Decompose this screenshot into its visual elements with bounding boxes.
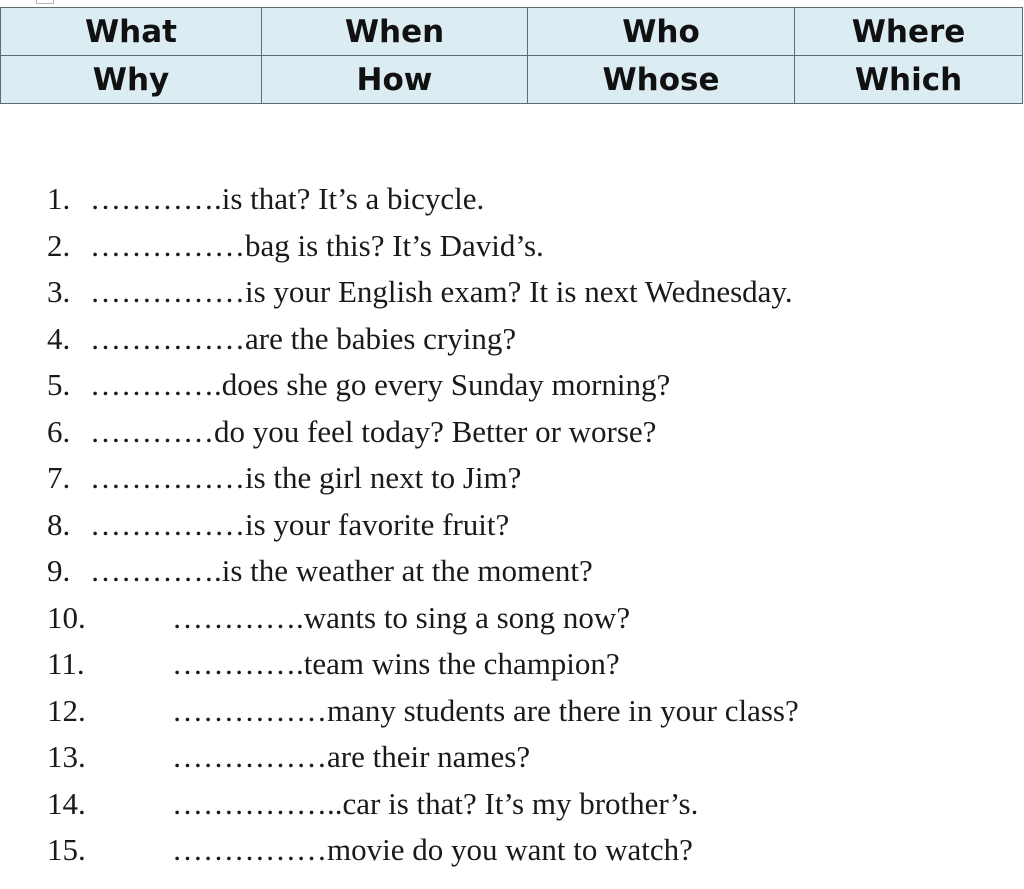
table-row: [1, 56, 1023, 104]
question-number: 3.: [47, 274, 71, 309]
question-number: 4.: [47, 320, 71, 356]
question-text: ………….is the weather at the moment?: [90, 553, 593, 588]
question-number: 12.: [47, 692, 86, 728]
question-item: [0, 641, 1024, 688]
question-item: [0, 409, 1024, 456]
question-item: [0, 734, 1024, 781]
table-cell: Why: [1, 56, 262, 104]
table-cell: What: [1, 8, 262, 56]
question-number: 8.: [47, 506, 71, 542]
question-item: [0, 827, 1024, 874]
table-cell: When: [262, 8, 528, 56]
table-cell: Whose: [528, 56, 795, 104]
question-item: [0, 548, 1024, 595]
table-cell: Who: [528, 8, 795, 56]
question-item: [0, 455, 1024, 502]
question-text: ………….team wins the champion?: [172, 646, 620, 681]
page-corner-mark: [36, 0, 54, 4]
question-list: [0, 176, 1024, 874]
question-number: 13.: [47, 739, 86, 774]
question-item: [0, 269, 1024, 316]
question-text: ……………is your favorite fruit?: [90, 506, 510, 542]
question-number: 6.: [47, 413, 71, 449]
table-cell: How: [262, 56, 528, 104]
question-number: 10.: [47, 599, 86, 635]
question-text: ……………bag is this? It’s David’s.: [90, 227, 544, 263]
question-item: [0, 176, 1024, 223]
table-row: [1, 8, 1023, 56]
question-text: ………….does she go every Sunday morning?: [90, 367, 671, 402]
question-text: ……………is the girl next to Jim?: [90, 460, 522, 495]
question-item: [0, 595, 1024, 642]
question-text: …………do you feel today? Better or worse?: [90, 413, 657, 449]
question-word-table: [0, 7, 1023, 104]
question-text: ……………..car is that? It’s my brother’s.: [172, 785, 699, 821]
question-number: 15.: [47, 832, 86, 867]
question-number: 2.: [47, 227, 71, 263]
question-text: ………….is that? It’s a bicycle.: [90, 181, 485, 216]
question-item: [0, 502, 1024, 549]
question-number: 5.: [47, 367, 71, 402]
question-text: ………….wants to sing a song now?: [172, 599, 631, 635]
question-text: ……………are their names?: [172, 739, 531, 774]
question-item: [0, 781, 1024, 828]
question-text: ……………is your English exam? It is next Wednesday.: [90, 274, 793, 309]
question-item: [0, 223, 1024, 270]
question-item: [0, 362, 1024, 409]
question-item: [0, 688, 1024, 735]
question-text: ……………are the babies crying?: [90, 320, 517, 356]
question-number: 14.: [47, 785, 86, 821]
question-item: [0, 316, 1024, 363]
question-number: 11.: [47, 646, 85, 681]
table-cell: Which: [795, 56, 1023, 104]
question-number: 9.: [47, 553, 71, 588]
question-text: ……………movie do you want to watch?: [172, 832, 693, 867]
question-number: 1.: [47, 181, 71, 216]
question-number: 7.: [47, 460, 71, 495]
table-cell: Where: [795, 8, 1023, 56]
question-text: ……………many students are there in your class?: [172, 692, 799, 728]
